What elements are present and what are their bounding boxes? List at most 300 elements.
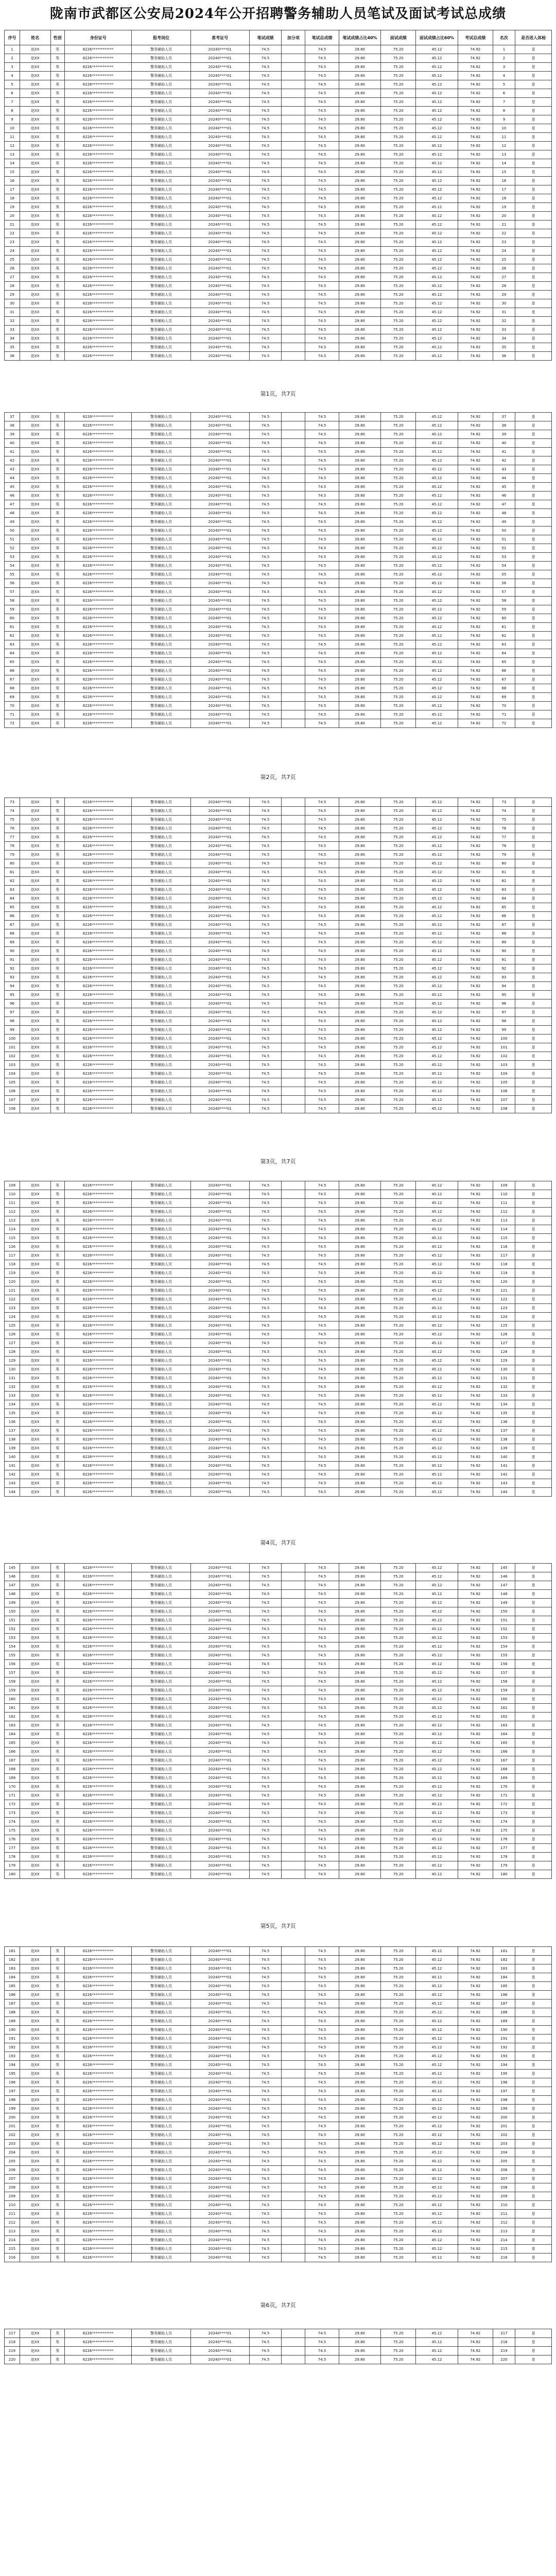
table-cell: 75.20 [381,833,416,842]
table-cell: 74.92 [458,851,493,859]
table-cell: 29.80 [339,1061,381,1070]
table-cell: 75.20 [381,2355,416,2364]
table-cell: 74.5 [249,1313,282,1321]
table-cell: 195 [493,2070,515,2078]
table-cell: 男 [50,947,64,956]
table-cell: 20240****01 [190,1321,249,1330]
table-cell: 赵XX [20,1572,50,1581]
table-cell: 男 [50,299,64,308]
table-cell: 警务辅助人员 [132,1374,190,1383]
table-row [5,2148,552,2157]
table-cell: 45.12 [416,2166,458,2175]
table-cell: 84 [493,894,515,903]
table-cell: 29.80 [339,1818,381,1826]
table-cell: 警务辅助人员 [132,1730,190,1739]
table-cell: 74.5 [249,2131,282,2140]
table-cell: 20240****01 [190,588,249,597]
table-cell: 74.5 [249,579,282,588]
table-cell: 43 [5,465,20,474]
table-cell: 是 [515,1453,552,1462]
table-cell: 74.92 [458,1713,493,1721]
table-cell: 是 [515,492,552,500]
table-cell: 48 [5,509,20,518]
table-row [5,45,552,54]
table-cell: 男 [50,2192,64,2201]
table-cell: 男 [50,1409,64,1418]
table-cell: 男 [50,1826,64,1835]
table-cell: 75.20 [381,89,416,98]
table-cell: 20240****01 [190,535,249,544]
table-cell: 男 [50,527,64,535]
table-cell: 赵XX [20,2131,50,2140]
table-cell: 75.20 [381,352,416,361]
table-cell: 74.92 [458,1304,493,1313]
table-cell: 137 [5,1427,20,1435]
table-row [5,483,552,492]
table-cell: 74.5 [249,2105,282,2113]
table-cell: 74.5 [305,334,339,343]
table-cell: 29.80 [339,1348,381,1357]
table-row [5,448,552,456]
table-cell: 74.5 [249,956,282,964]
table-cell: 74.5 [249,500,282,509]
table-row [5,886,552,894]
table-cell: 6226************ [64,107,132,115]
table-cell: 赵XX [20,912,50,921]
table-cell: 75.20 [381,956,416,964]
table-cell: 是 [515,2105,552,2113]
table-cell: 男 [50,632,64,640]
table-cell: 6226************ [64,1269,132,1278]
table-row [5,2329,552,2338]
table-cell: 149 [493,1599,515,1607]
table-cell: 45.12 [416,247,458,256]
table-cell: 74.92 [458,702,493,710]
table-cell: 6226************ [64,903,132,912]
table-cell: 74.5 [305,439,339,448]
table-cell: 29.80 [339,1956,381,1964]
table-cell: 152 [493,1625,515,1634]
table-cell: 31 [5,308,20,317]
table-cell: 警务辅助人员 [132,842,190,851]
table-cell: 29.80 [339,2253,381,2262]
table-cell: 20240****01 [190,509,249,518]
table-cell: 153 [5,1634,20,1642]
table-cell: 45.12 [416,1383,458,1392]
table-cell: 74.5 [249,947,282,956]
table-cell: 20240****01 [190,597,249,605]
table-cell: 6226************ [64,1818,132,1826]
table-cell: 6226************ [64,2035,132,2043]
table-cell: 男 [50,1756,64,1765]
table-cell: 74.92 [458,1669,493,1677]
table-cell: 是 [515,1260,552,1269]
table-cell: 45.12 [416,903,458,912]
table-row [5,1982,552,1991]
table-cell: 赵XX [20,1008,50,1017]
table-cell [282,1061,305,1070]
table-cell: 赵XX [20,1835,50,1844]
table-cell: 是 [515,816,552,824]
table-cell: 是 [515,1625,552,1634]
table-cell: 29.80 [339,142,381,150]
table-cell: 75.20 [381,1572,416,1581]
table-cell: 75.20 [381,1409,416,1418]
table-cell: 72 [5,719,20,728]
table-cell: 赵XX [20,640,50,649]
table-cell: 是 [515,2078,552,2087]
table-cell: 赵XX [20,1374,50,1383]
table-row [5,282,552,291]
table-cell: 男 [50,2078,64,2087]
table-cell: 45.12 [416,89,458,98]
table-row [5,264,552,273]
table-cell: 男 [50,938,64,947]
table-cell: 74.5 [305,1234,339,1243]
table-cell: 45.12 [416,877,458,886]
table-cell: 6226************ [64,842,132,851]
table-cell: 29.80 [339,1713,381,1721]
table-cell: 45.12 [416,430,458,439]
table-cell: 60 [5,614,20,623]
table-row [5,1809,552,1818]
table-cell: 74.5 [305,256,339,264]
table-cell: 29.80 [339,1234,381,1243]
table-cell [282,1251,305,1260]
table-cell: 74.5 [305,1607,339,1616]
table-cell: 29.80 [339,465,381,474]
table-cell: 45.12 [416,238,458,247]
table-cell: 6226************ [64,1748,132,1756]
table-cell [282,317,305,326]
table-cell: 赵XX [20,1313,50,1321]
table-cell: 45.12 [416,1861,458,1870]
table-row [5,1453,552,1462]
table-cell: 45.12 [416,1721,458,1730]
table-cell: 男 [50,2347,64,2355]
table-cell: 警务辅助人员 [132,1313,190,1321]
table-cell: 是 [515,1026,552,1035]
table-cell: 45.12 [416,833,458,842]
table-cell: 75.20 [381,1695,416,1704]
table-cell: 74.92 [458,2043,493,2052]
table-row [5,1765,552,1774]
table-row [5,72,552,80]
table-cell: 男 [50,842,64,851]
table-row [5,80,552,89]
table-cell: 男 [50,1070,64,1078]
table-cell: 75.20 [381,1853,416,1861]
table-cell: 是 [515,2052,552,2061]
table-cell: 45.12 [416,326,458,334]
table-row [5,667,552,675]
table-cell: 74.92 [458,1190,493,1199]
table-cell: 赵XX [20,1616,50,1625]
table-cell: 74.5 [305,859,339,868]
table-cell: 警务辅助人员 [132,1225,190,1234]
table-cell: 45.12 [416,1964,458,1973]
table-cell: 168 [493,1765,515,1774]
table-cell: 是 [515,1947,552,1956]
table-cell: 74.5 [305,807,339,816]
table-cell: 警务辅助人员 [132,938,190,947]
table-row [5,1470,552,1479]
table-cell [282,570,305,579]
table-cell: 74.5 [249,1774,282,1783]
table-cell: 74.5 [249,2122,282,2131]
table-row [5,1304,552,1313]
table-cell: 是 [515,221,552,229]
table-cell: 警务辅助人员 [132,719,190,728]
table-cell: 20240****01 [190,185,249,194]
table-cell: 男 [50,798,64,807]
table-cell: 74.5 [249,465,282,474]
table-cell: 赵XX [20,247,50,256]
table-cell: 6226************ [64,177,132,185]
table-cell [282,1295,305,1304]
table-cell: 20240****01 [190,605,249,614]
table-cell: 是 [515,465,552,474]
table-cell: 男 [50,1809,64,1818]
table-cell: 20240****01 [190,2061,249,2070]
table-cell: 赵XX [20,45,50,54]
table-cell: 男 [50,1348,64,1357]
table-cell: 45.12 [416,194,458,203]
table-cell: 74.5 [249,509,282,518]
table-cell: 150 [5,1607,20,1616]
table-cell: 98 [493,1017,515,1026]
table-cell: 75.20 [381,1078,416,1087]
table-cell: 45.12 [416,1669,458,1677]
table-cell: 29.80 [339,649,381,658]
table-cell [282,710,305,719]
table-cell: 20240****01 [190,1861,249,1870]
table-cell: 74.92 [458,903,493,912]
table-row [5,465,552,474]
table-cell: 29.80 [339,1400,381,1409]
table-cell: 75.20 [381,675,416,684]
table-cell: 74.5 [305,605,339,614]
column-header: 名次 [493,30,515,45]
table-cell: 20240****01 [190,1374,249,1383]
table-cell: 74.5 [249,1251,282,1260]
table-cell: 是 [515,168,552,177]
table-cell: 45.12 [416,1660,458,1669]
table-cell: 男 [50,2105,64,2113]
table-cell [282,1651,305,1660]
table-cell: 111 [5,1199,20,1208]
table-cell: 75.20 [381,1677,416,1686]
table-cell: 20240****01 [190,1078,249,1087]
table-cell: 赵XX [20,421,50,430]
table-cell: 是 [515,2338,552,2347]
table-row [5,142,552,150]
table-row [5,1208,552,1216]
table-cell: 147 [5,1581,20,1590]
table-cell: 29.80 [339,1190,381,1199]
table-cell: 赵XX [20,2183,50,2192]
table-cell: 74.5 [249,1339,282,1348]
table-cell: 20240****01 [190,492,249,500]
table-cell: 赵XX [20,1774,50,1783]
table-cell: 74.5 [249,2148,282,2157]
table-cell: 130 [5,1365,20,1374]
table-cell: 54 [5,562,20,570]
table-row [5,2026,552,2035]
table-cell: 84 [5,894,20,903]
table-cell: 29.80 [339,221,381,229]
table-cell: 警务辅助人员 [132,921,190,929]
table-cell: 男 [50,1035,64,1043]
table-cell: 男 [50,1982,64,1991]
table-cell: 201 [493,2122,515,2131]
table-cell: 29.80 [339,894,381,903]
table-cell: 警务辅助人员 [132,973,190,982]
table-cell: 141 [493,1462,515,1470]
table-cell: 男 [50,1572,64,1581]
table-row [5,1791,552,1800]
table-cell: 警务辅助人员 [132,2008,190,2017]
table-cell: 警务辅助人员 [132,518,190,527]
table-cell: 74.5 [305,1181,339,1190]
table-cell: 20240****01 [190,2175,249,2183]
table-cell: 6226************ [64,2355,132,2364]
table-cell: 警务辅助人员 [132,2017,190,2026]
table-cell: 20240****01 [190,886,249,894]
table-cell: 74.5 [305,1190,339,1199]
table-cell: 74.5 [249,632,282,640]
table-cell: 74.92 [458,938,493,947]
table-cell: 74.92 [458,343,493,352]
table-cell: 45.12 [416,964,458,973]
table-cell: 74.5 [305,72,339,80]
table-cell: 警务辅助人员 [132,675,190,684]
table-cell: 74.5 [249,326,282,334]
table-cell: 75.20 [381,221,416,229]
table-cell: 159 [5,1686,20,1695]
table-cell: 20240****01 [190,1730,249,1739]
table-cell [282,894,305,903]
table-cell: 是 [515,903,552,912]
table-cell: 114 [5,1225,20,1234]
table-cell: 6226************ [64,115,132,124]
table-cell: 6226************ [64,597,132,605]
table-cell: 202 [493,2131,515,2140]
table-cell: 74.5 [249,1730,282,1739]
table-cell: 74.92 [458,1035,493,1043]
table-cell: 74.92 [458,719,493,728]
table-cell: 赵XX [20,614,50,623]
table-cell: 74.92 [458,1861,493,1870]
table-cell: 6226************ [64,2087,132,2096]
table-cell: 212 [493,2218,515,2227]
table-cell: 男 [50,1313,64,1321]
table-cell: 74.92 [458,177,493,185]
table-cell: 20240****01 [190,1444,249,1453]
table-row [5,1061,552,1070]
table-row [5,1225,552,1234]
table-cell: 29.80 [339,1043,381,1052]
table-cell: 173 [5,1809,20,1818]
table-cell: 20240****01 [190,938,249,947]
table-cell: 警务辅助人员 [132,1999,190,2008]
table-cell: 74.92 [458,527,493,535]
table-cell: 74.5 [249,133,282,142]
table-cell: 赵XX [20,1800,50,1809]
table-cell: 男 [50,221,64,229]
table-cell: 45.12 [416,1642,458,1651]
table-cell: 20240****01 [190,1765,249,1774]
table-cell: 男 [50,282,64,291]
table-cell: 74.5 [305,1339,339,1348]
table-row [5,1669,552,1677]
table-cell: 男 [50,553,64,562]
table-cell: 74.5 [249,623,282,632]
table-cell: 6226************ [64,894,132,903]
table-cell: 赵XX [20,72,50,80]
table-cell: 74.5 [249,929,282,938]
table-cell: 144 [5,1488,20,1497]
table-cell: 警务辅助人员 [132,1677,190,1686]
table-cell: 20240****01 [190,2148,249,2157]
table-cell: 是 [515,1982,552,1991]
table-cell: 74.92 [458,1087,493,1096]
table-cell: 20240****01 [190,851,249,859]
table-row [5,439,552,448]
table-cell: 20240****01 [190,413,249,421]
table-row [5,2113,552,2122]
table-cell: 45.12 [416,212,458,221]
table-cell: 75.20 [381,1313,416,1321]
table-cell: 6226************ [64,693,132,702]
table-cell [282,544,305,553]
table-cell: 警务辅助人员 [132,1181,190,1190]
table-cell: 44 [5,474,20,483]
table-cell: 警务辅助人员 [132,1660,190,1669]
table-cell: 警务辅助人员 [132,649,190,658]
table-cell: 74.5 [249,614,282,623]
table-cell: 74.92 [458,465,493,474]
table-cell: 74.5 [305,177,339,185]
table-cell: 74.5 [305,2245,339,2253]
table-cell: 21 [5,221,20,229]
table-cell: 122 [493,1295,515,1304]
table-cell: 74.5 [305,107,339,115]
table-cell: 警务辅助人员 [132,1721,190,1730]
table-cell: 74.5 [305,1295,339,1304]
table-cell: 29.80 [339,851,381,859]
table-cell [282,334,305,343]
table-cell: 74.92 [458,1400,493,1409]
table-cell: 74.5 [249,2245,282,2253]
table-cell [282,1026,305,1035]
table-cell: 男 [50,1357,64,1365]
table-cell: 赵XX [20,1470,50,1479]
table-cell: 警务辅助人员 [132,1190,190,1199]
table-cell: 75.20 [381,98,416,107]
table-cell: 男 [50,1190,64,1199]
table-cell: 74.5 [249,2355,282,2364]
table-cell: 29.80 [339,2236,381,2245]
table-cell: 6226************ [64,1713,132,1721]
table-cell: 74.5 [249,2061,282,2070]
table-cell: 男 [50,1017,64,1026]
table-cell: 75.20 [381,1730,416,1739]
table-cell: 74.92 [458,1269,493,1278]
table-cell: 20240****01 [190,2157,249,2166]
table-cell: 20240****01 [190,238,249,247]
table-cell: 男 [50,1096,64,1105]
